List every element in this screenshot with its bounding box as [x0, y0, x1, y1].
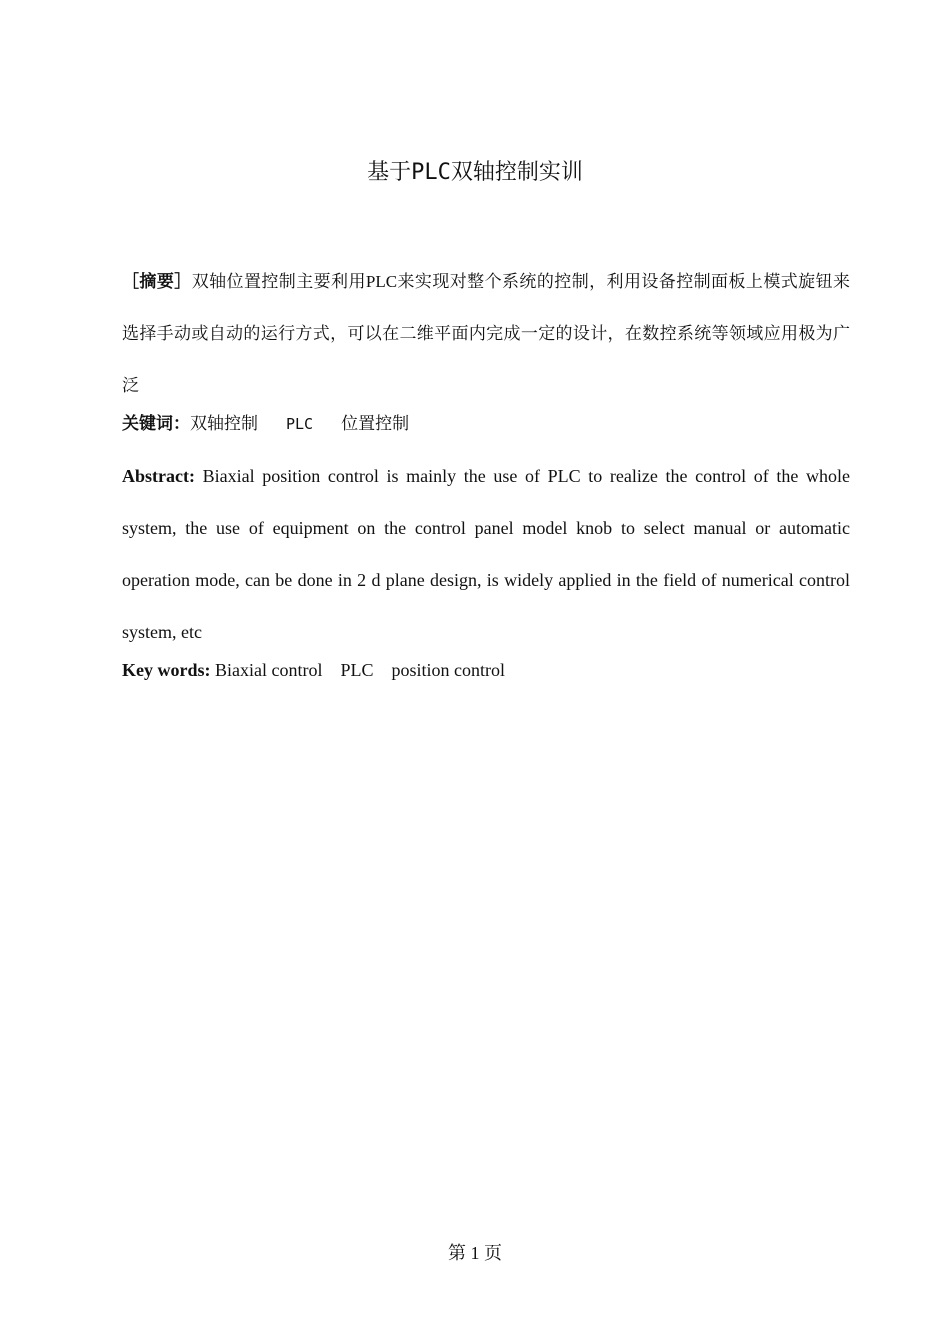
english-keyword-item: Biaxial control	[215, 660, 323, 680]
english-keywords-label: Key words:	[122, 660, 211, 680]
chinese-keywords-label: 关键词：	[122, 414, 190, 433]
chinese-abstract-text: 双轴位置控制主要利用PLC来实现对整个系统的控制，利用设备控制面板上模式旋钮来选择手动或自动的运行方式，可以在二维平面内完成一定的设计，在数控系统等领域应用极为广泛	[122, 272, 850, 395]
english-abstract-text: Biaxial position control is mainly the use of PLC to realize the control of the whole system, the use of equipment on the control panel model knob to select manual or automatic operation mode, can be done in 2 d plane design, is widely applied in the field of numerical control system, etc	[122, 466, 850, 642]
chinese-abstract	[122, 256, 850, 412]
english-abstract-label: Abstract:	[122, 466, 195, 486]
chinese-keyword-item: 双轴控制	[190, 414, 258, 433]
chinese-keywords	[122, 406, 850, 442]
chinese-keyword-item: 位置控制	[341, 414, 410, 433]
page-number: 第 1 页	[448, 1243, 502, 1263]
english-keyword-item: PLC	[340, 660, 374, 680]
english-keyword-item: position control	[391, 660, 505, 680]
document-title: 基于PLC双轴控制实训	[367, 160, 583, 185]
english-keywords	[122, 652, 850, 688]
chinese-keyword-item: PLC	[286, 415, 314, 433]
english-abstract	[122, 450, 850, 658]
chinese-abstract-label: ［摘要］	[122, 272, 192, 291]
